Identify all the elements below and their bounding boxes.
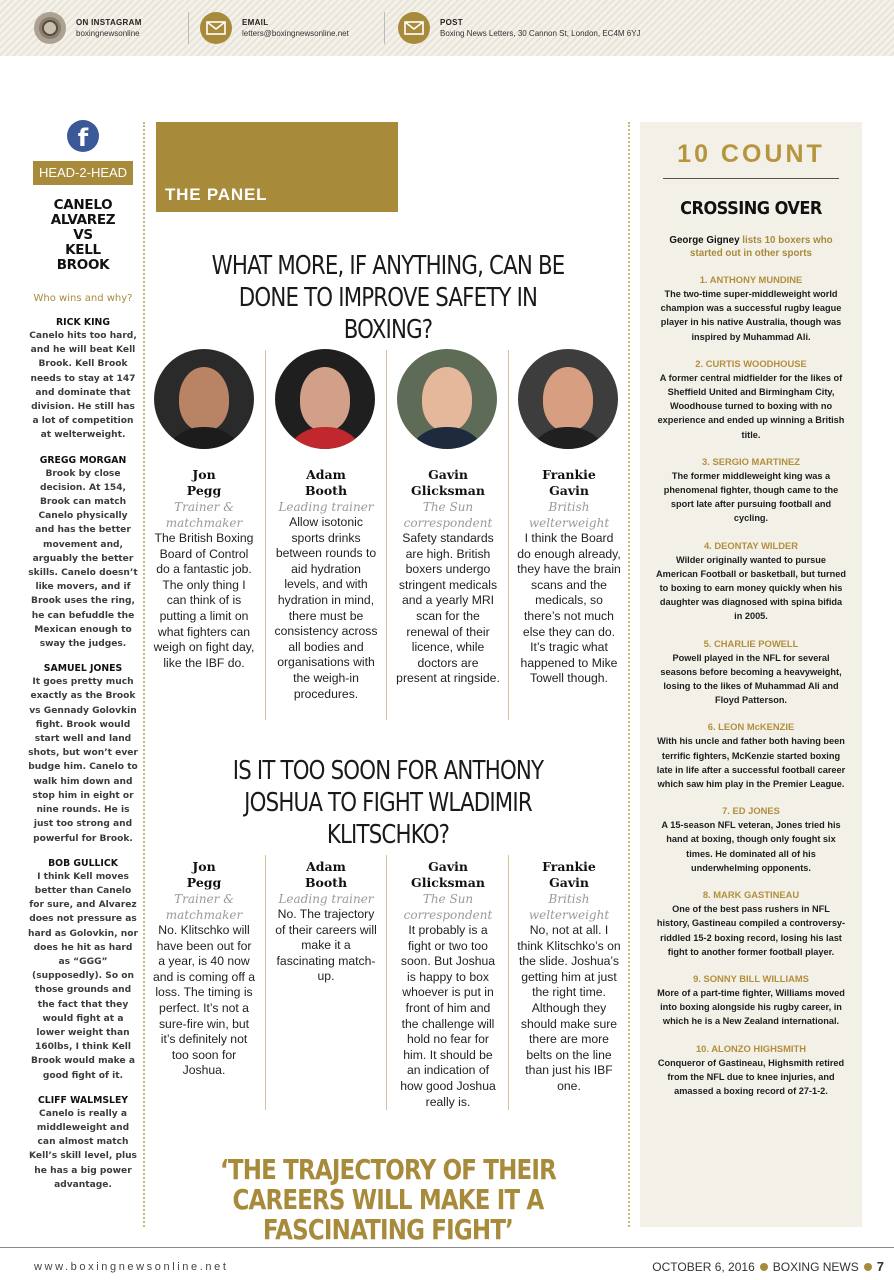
email-heading: EMAIL — [242, 18, 269, 27]
header-rule — [663, 178, 839, 179]
facebook-icon[interactable]: f — [67, 120, 99, 152]
panel-member-2 — [274, 467, 378, 702]
member-role: Leading trainer — [278, 500, 374, 514]
panel-member-3 — [396, 467, 500, 687]
divider — [384, 12, 385, 44]
email-contact[interactable] — [200, 10, 349, 46]
column-divider — [143, 122, 145, 1227]
post-heading: POST — [440, 18, 463, 27]
member-answer: No. Klitschko will have been out for a year, is 40 now and is coming off a loss. The timing is perfect. It’s not a sure-fire win, but it’s definitely not too soon for Joshua. — [152, 923, 256, 1078]
member-answer: It probably is a fight or two too soon. But Joshua is happy to box whoever is put in front of him and the challenge will hold no fear for him. It should be an indication of how good Joshua really is. — [400, 923, 496, 1109]
title-line: VS — [73, 227, 93, 243]
item-title: 7. ED JONES — [722, 805, 780, 817]
member-role: Trainer & matchmaker — [165, 500, 243, 530]
avatar-gavin-glicksman — [397, 349, 497, 449]
opinion-text: I think Kell moves better than Canelo for sure, and Alvarez does not pressure as hard as Golovkin, nor does he hit as hard as “GGG” (supposedly). So on those grounds and the fact that they would fight at a lower weight than 160lbs, I think Kell Brook would make a good fight of it. — [28, 871, 138, 1081]
ten-count-item — [656, 972, 846, 1029]
item-title: 6. LEON McKENZIE — [707, 721, 795, 733]
column-divider — [628, 122, 630, 1227]
member-role: The Sun correspondent — [403, 500, 493, 530]
opinion-item — [28, 858, 138, 1083]
item-title: 9. SONNY BILL WILLIAMS — [693, 972, 809, 984]
bullet-dot — [864, 1263, 872, 1271]
item-text: Conqueror of Gastineau, Highsmith retired from the NFL due to knee injuries, and amassed a boxing record of 27-1-2. — [657, 1057, 845, 1096]
member-answer: No. The trajectory of their careers will make it a fascinating match-up. — [275, 907, 377, 984]
email-address: letters@boxingnewsonline.net — [242, 29, 349, 38]
panel-header: THE PANEL — [165, 185, 268, 204]
avatar-jon-pegg — [154, 349, 254, 449]
member-role: British welterweight — [528, 500, 610, 530]
member-last-name: Booth — [304, 875, 348, 890]
member-first-name: Adam — [306, 859, 346, 874]
footer-issue-info — [652, 1259, 884, 1274]
opinion-text: It goes pretty much exactly as the Brook vs Gennady Golovkin fight. Brook would start well and land shots, but won’t ever budge him. Canelo to walk him down and stop him in eight or nine rounds. He is just too strong and powerful for Brook. — [28, 677, 138, 844]
ten-count-item — [656, 357, 846, 442]
ten-count-title: CROSSING OVER — [680, 198, 822, 219]
member-role: Trainer & matchmaker — [165, 892, 243, 922]
opinion-name: SAMUEL JONES — [43, 663, 123, 675]
member-role: British welterweight — [528, 892, 610, 922]
member-answer: No, not at all. I think Klitschko’s on the slide. Joshua’s getting him at just the right time. Although they should make sure there are more belts on the line than just his IBF one. — [517, 923, 621, 1093]
column-separator — [508, 350, 509, 720]
opinion-text: Canelo is really a middleweight and can almost match Kell’s skill level, plus he has a big power advantage. — [29, 1108, 137, 1190]
avatar-frankie-gavin — [518, 349, 618, 449]
ten-count-item — [656, 637, 846, 708]
column-separator — [265, 855, 266, 1110]
page-number: 7 — [876, 1259, 884, 1274]
head2head-column — [28, 198, 138, 1204]
contact-bar — [0, 0, 894, 56]
opinion-item — [28, 317, 138, 443]
envelope-icon — [200, 12, 232, 44]
member-first-name: Gavin — [428, 467, 468, 482]
member-last-name: Gavin — [549, 875, 589, 890]
head2head-badge: HEAD-2-HEAD — [33, 161, 133, 185]
column-separator — [386, 855, 387, 1110]
ten-count-item — [656, 539, 846, 624]
item-text: With his uncle and father both having been terrific fighters, McKenzie started boxing late in life after a successful football career which saw him play in the Premier League. — [656, 736, 846, 790]
panel-question-2: IS IT TOO SOON FOR ANTHONY JOSHUA TO FIGHT WLADIMIR KLITSCHKO? — [232, 756, 544, 850]
opinion-item — [28, 455, 138, 652]
member-answer: The British Boxing Board of Control do a fantastic job. The only thing I can think of is putting a limit on what fighters can weigh on fight day, like the IBF do. — [153, 531, 255, 670]
panel-question-1: WHAT MORE, IF ANYTHING, CAN BE DONE TO IMPROVE SAFETY IN BOXING? — [211, 251, 565, 345]
item-text: A 15-season NFL veteran, Jones tried his hand at boxing, though only fought six times. He dominated all of his underwhelming opponents. — [661, 820, 841, 873]
post-contact — [398, 10, 641, 46]
panel-member-4 — [517, 859, 621, 1095]
title-line: BROOK — [56, 257, 110, 273]
item-text: Powell played in the NFL for several seasons before becoming a heavyweight, losing to the likes of Muhammad Ali and Floyd Patterson. — [660, 652, 842, 706]
bullet-dot — [760, 1263, 768, 1271]
publication-name: BOXING NEWS — [772, 1259, 859, 1274]
item-title: 10. ALONZO HIGHSMITH — [695, 1042, 807, 1054]
panel-member-1 — [152, 467, 256, 671]
member-last-name: Glicksman — [411, 875, 485, 890]
ten-count-list — [656, 273, 846, 1111]
ten-count-intro — [660, 234, 842, 260]
member-first-name: Frankie — [542, 859, 596, 874]
panel-header-box — [156, 122, 398, 212]
member-first-name: Jon — [192, 467, 216, 482]
column-separator — [508, 855, 509, 1110]
opinion-name: GREGG MORGAN — [39, 454, 127, 466]
opinion-name: CLIFF WALMSLEY — [37, 1094, 129, 1106]
item-title: 1. ANTHONY MUNDINE — [699, 274, 803, 285]
panel-member-1 — [152, 859, 256, 1079]
title-line: CANELO — [53, 197, 113, 213]
head2head-title — [28, 198, 138, 273]
member-role: The Sun correspondent — [403, 892, 493, 922]
item-text: More of a part-time fighter, Williams moved into boxing alongside his rugby career, in which he is a New Zealand international. — [657, 987, 845, 1027]
divider — [188, 12, 189, 44]
item-title: 5. CHARLIE POWELL — [703, 637, 799, 649]
panel-member-2 — [274, 859, 378, 985]
ten-count-column — [640, 122, 862, 1227]
member-last-name: Gavin — [549, 483, 589, 498]
ten-count-item — [656, 455, 846, 526]
item-text: A former central midfielder for the likes of Sheffield United and Birmingham City, Woodhouse turned to boxing with no experience and ended up winning a British title. — [657, 372, 845, 440]
avatar-adam-booth — [275, 349, 375, 449]
column-separator — [265, 350, 266, 720]
ten-count-item — [656, 1042, 846, 1099]
instagram-contact[interactable] — [34, 10, 142, 46]
item-text: One of the best pass rushers in NFL history, Gastineau compiled a controversy-riddled 15-2 boxing record, losing his last fight to another former football player. — [656, 904, 846, 957]
pull-quote: ‘THE TRAJECTORY OF THEIR CAREERS WILL MAKE IT A FASCINATING FIGHT’ — [220, 1153, 556, 1246]
panel-member-4 — [517, 467, 621, 687]
ten-count-item — [656, 888, 846, 959]
opinion-name: RICK KING — [56, 317, 110, 328]
column-separator — [386, 350, 387, 720]
ten-count-item — [656, 720, 846, 791]
item-text: The two-time super-middleweight world champion was a successful rugby league player in his native Australia, though was inspired by Muhammad Ali. — [660, 289, 842, 342]
item-title: 8. MARK GASTINEAU — [702, 889, 800, 901]
instagram-handle: boxingnewsonline — [76, 29, 140, 38]
opinion-item — [28, 663, 138, 845]
item-text: The former middleweight king was a phenomenal fighter, though came to the sport late after pursuing football and cycling. — [663, 470, 839, 524]
title-line: ALVAREZ — [50, 212, 116, 228]
member-answer: I think the Board do enough already, they have the brain scans and the medicals, so there’s not much else they can do. It’s tragic what happened to Mike Towell though. — [517, 531, 621, 686]
ten-count-item — [656, 804, 846, 875]
footer-website[interactable]: www.boxingnewsonline.net — [34, 1261, 229, 1273]
ten-count-item — [656, 273, 846, 344]
opinion-item — [28, 1095, 138, 1192]
member-first-name: Adam — [306, 467, 346, 482]
item-text: Wilder originally wanted to pursue American Football or basketball, but turned to boxing to earn money quickly when his daughter was diagnosed with spina bifida in 2005. — [656, 554, 846, 622]
head2head-subtitle: Who wins and why? — [33, 293, 133, 304]
instagram-heading: ON INSTAGRAM — [76, 18, 142, 27]
member-answer: Allow isotonic sports drinks between rounds to aid hydration levels, and with hydration in mind, there must be consistency across all bodies and organisations with the weigh-in procedures. — [274, 515, 378, 701]
member-answer: Safety standards are high. British boxers undergo stringent medicals and a yearly MRI scan for the renewal of their licence, while doctors are present at ringside. — [396, 531, 500, 686]
member-last-name: Pegg — [186, 483, 222, 498]
instagram-icon — [34, 12, 66, 44]
item-title: 3. SERGIO MARTINEZ — [702, 455, 800, 467]
opinion-text: Brook by close decision. At 154, Brook can match Canelo physically and has the better movement and, arguably the better skills. Canelo doesn’t like movers, and if Brook uses the ring, he can befuddle the Mexican enough to sway the judges. — [28, 468, 138, 650]
member-last-name: Booth — [304, 483, 348, 498]
item-title: 2. CURTIS WOODHOUSE — [695, 357, 807, 369]
panel-member-3 — [396, 859, 500, 1110]
member-first-name: Jon — [192, 859, 216, 874]
post-address: Boxing News Letters, 30 Cannon St, London, EC4M 6YJ — [440, 29, 641, 38]
member-first-name: Gavin — [428, 859, 468, 874]
footer-rule — [0, 1247, 894, 1248]
opinion-text: Canelo hits too hard, and he will beat Kell Brook. Kell Brook needs to stay at 147 and dominate that division. He still has a lot of competition at welterweight. — [29, 331, 137, 441]
issue-date: OCTOBER 6, 2016 — [652, 1259, 755, 1274]
opinion-name: BOB GULLICK — [48, 857, 118, 869]
member-role: Leading trainer — [278, 892, 374, 906]
member-first-name: Frankie — [542, 467, 596, 482]
envelope-icon — [398, 12, 430, 44]
member-last-name: Glicksman — [411, 483, 485, 498]
title-line: KELL — [65, 242, 101, 258]
member-last-name: Pegg — [186, 875, 222, 890]
item-title: 4. DEONTAY WILDER — [703, 539, 799, 551]
intro-text: lists 10 boxers who started out in other sports — [690, 235, 833, 259]
author-name: George Gigney — [669, 235, 740, 246]
ten-count-header: 10 COUNT — [677, 140, 825, 168]
